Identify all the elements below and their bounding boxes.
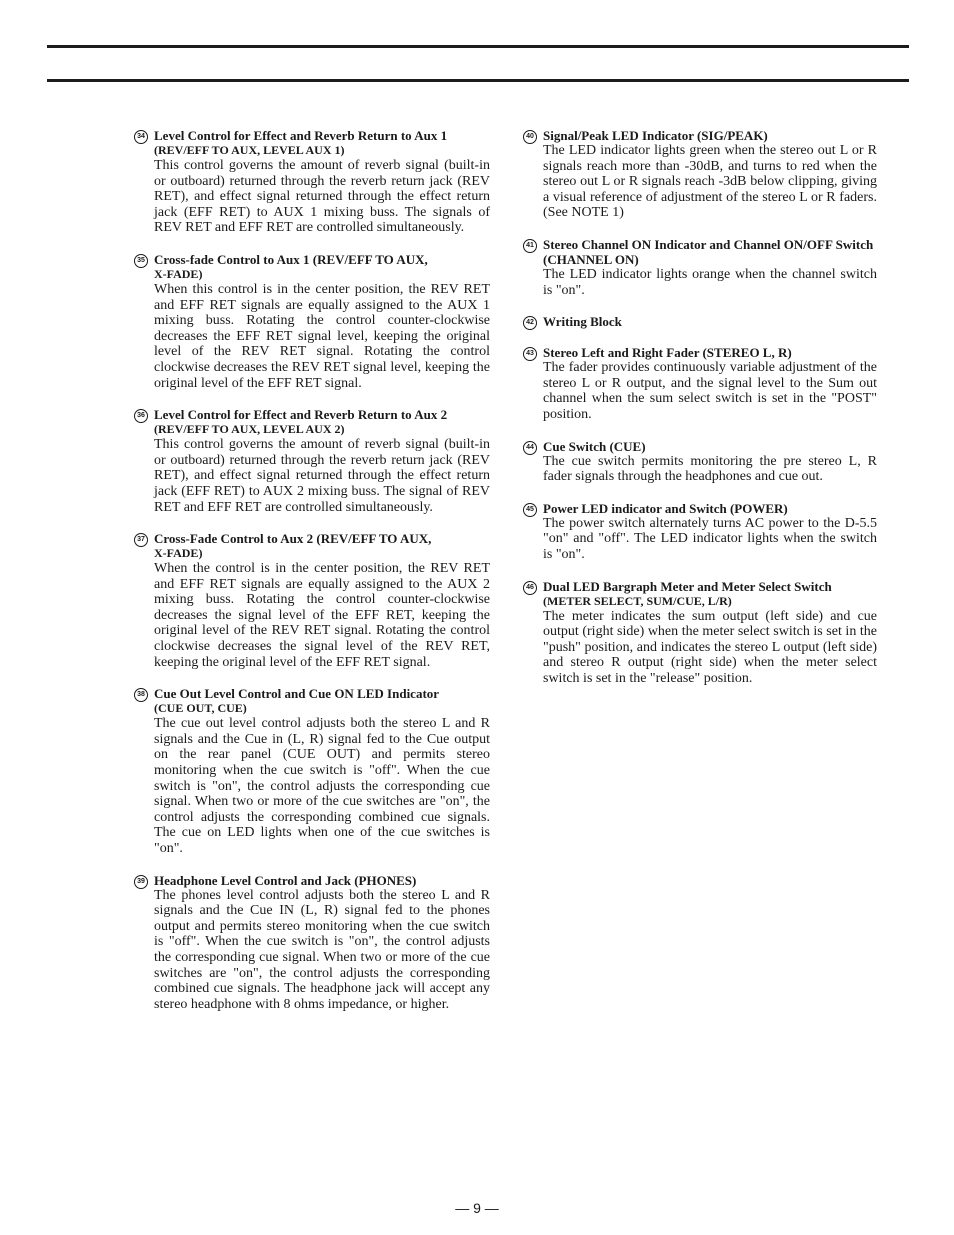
entry-44 — [523, 439, 877, 485]
entry-40 — [523, 128, 877, 221]
entry-title: Level Control for Effect and Reverb Return to Aux 1 — [154, 128, 448, 143]
entry-body: The fader provides continuously variable adjustment of the stereo L or R output, and the signal level to the Sum out channel when the sum select switch is set in the "POST" position. — [543, 360, 877, 422]
item-number-badge: 36 — [134, 409, 148, 423]
entry-subtitle: (REV/EFF TO AUX, LEVEL AUX 2) — [154, 422, 345, 437]
entry-body: The LED indicator lights orange when the channel switch is "on". — [543, 266, 877, 298]
item-number-badge: 34 — [134, 130, 148, 144]
entry-38 — [134, 686, 490, 856]
entry-body: The LED indicator lights green when the stereo out L or R signals reach more than -30dB, and turns to red when the stereo out L or R signals reach -3dB below clipping, giving a visual reference of adjustment of the stereo L or R faders. (See NOTE 1) — [543, 143, 877, 221]
entry-43 — [523, 345, 877, 422]
entry-45 — [523, 501, 877, 563]
entry-subtitle: (CUE OUT, CUE) — [154, 701, 247, 716]
item-number-badge: 35 — [134, 254, 148, 268]
entry-body: When this control is in the center position, the REV RET and EFF RET signals are equally assigned to the AUX 1 mixing buss. Rotating the control counter-clockwise decreases the EFF RET signal level, keeping the original level of the REV RET signal. Rotating the control clockwise decreases the REV RET signal level, keeping the original level of the EFF RET signal. — [154, 281, 490, 391]
item-number-badge: 41 — [523, 239, 537, 253]
header-rule-top — [47, 45, 909, 48]
entry-title: Cue Switch (CUE) — [543, 438, 646, 454]
entry-42 — [523, 314, 877, 329]
entry-subtitle: (REV/EFF TO AUX, LEVEL AUX 1) — [154, 143, 345, 157]
left-column — [134, 128, 490, 1028]
entry-36 — [134, 407, 490, 515]
item-number-badge: 40 — [523, 130, 537, 144]
entry-title: Dual LED Bargraph Meter and Meter Select Switch — [543, 578, 832, 594]
right-column — [523, 128, 877, 702]
entry-title: Level Control for Effect and Reverb Return to Aux 2 — [154, 407, 448, 423]
item-number-badge: 43 — [523, 347, 537, 361]
header-rule-bottom — [47, 79, 909, 82]
entry-body: The power switch alternately turns AC power to the D-5.5 "on" and "off". The LED indicator lights when the switch is "on". — [543, 515, 877, 562]
item-number-badge: 42 — [523, 316, 537, 330]
entry-body: The meter indicates the sum output (left side) and cue output (right side) when the meter select switch is set in the "push" position, and indicates the stereo L output (left side) and stereo R output (right side) when the meter select switch is set in the "release" position. — [543, 608, 877, 686]
item-number-badge: 45 — [523, 503, 537, 517]
entry-title: Cross-fade Control to Aux 1 (REV/EFF TO AUX, — [154, 251, 428, 267]
entry-title: Power LED indicator and Switch (POWER) — [543, 500, 788, 516]
entry-body: This control governs the amount of reverb signal (built-in or outboard) returned through the reverb return jack (REV RET), and effect signal returned through the effect return jack (EFF RET) to AUX 2 mixing buss. The signal of REV RET and EFF RET are controlled simultaneously. — [154, 437, 490, 515]
entry-body: The cue out level control adjusts both the stereo L and R signals and the Cue in (L, R) signal fed to the Cue output on the rear panel (CUE OUT) and permits stereo monitoring when the cue switch is "off". When the cue switch is "on", the control adjusts the corresponding cue signal. When two or more of the cue switches are "on", the control adjusts the corresponding combined cue signals. The cue on LED lights when one of the cue switches is "on". — [154, 716, 490, 856]
entry-title: Writing Block — [543, 314, 622, 330]
entry-subtitle: X-FADE) — [154, 546, 203, 561]
entry-41 — [523, 237, 877, 298]
entry-subtitle: X-FADE) — [154, 266, 203, 281]
entry-title: Cross-Fade Control to Aux 2 (REV/EFF TO AUX, — [154, 531, 432, 547]
item-number-badge: 37 — [134, 533, 148, 547]
entry-body: This control governs the amount of reverb signal (built-in or outboard) returned through the reverb return jack (REV RET), and effect signal returned through the effect return jack (EFF RET) to AUX 1 mixing buss. The signals of REV RET and EFF RET are controlled simultaneously. — [154, 158, 490, 236]
entry-title: Signal/Peak LED Indicator (SIG/PEAK) — [543, 128, 768, 143]
entry-37 — [134, 531, 490, 670]
item-number-badge: 44 — [523, 441, 537, 455]
entry-title: Stereo Channel ON Indicator and Channel ON/OFF Switch (CHANNEL ON) — [543, 236, 874, 267]
item-number-badge: 39 — [134, 875, 148, 889]
entry-39 — [134, 873, 490, 1013]
entry-34 — [134, 128, 490, 236]
entry-body: The cue switch permits monitoring the pre stereo L, R fader signals through the headphones and cue out. — [543, 453, 877, 485]
entry-subtitle: (METER SELECT, SUM/CUE, L/R) — [543, 593, 732, 608]
entry-35 — [134, 252, 490, 391]
entry-body: When the control is in the center position, the REV RET and EFF RET signals are equally assigned to the AUX 2 mixing buss. Rotating the control counter-clockwise decreases the signal level of the EFF RET, keeping the original level of the REV RET signal. Rotating the control clockwise decreases the signal level of the REV RET, keeping the original level of the EFF RET signal. — [154, 561, 490, 670]
entry-title: Cue Out Level Control and Cue ON LED Indicator — [154, 686, 440, 702]
page-number: — 9 — — [455, 1200, 499, 1216]
item-number-badge: 46 — [523, 581, 537, 595]
entry-title: Stereo Left and Right Fader (STEREO L, R) — [543, 345, 792, 361]
entry-46 — [523, 579, 877, 687]
item-number-badge: 38 — [134, 688, 148, 702]
entry-title: Headphone Level Control and Jack (PHONES) — [154, 872, 417, 888]
entry-body: The phones level control adjusts both the stereo L and R signals and the Cue IN (L, R) signal fed to the phones output and permits stereo monitoring when the cue switch is "off". When the cue switch is "on", the control adjusts the corresponding cue signal. When two or more of the cue switches are "on", the control adjusts the corresponding combined cue signals. The headphone jack will accept any stereo headphone with 8 ohms impedance, or higher. — [154, 887, 490, 1012]
